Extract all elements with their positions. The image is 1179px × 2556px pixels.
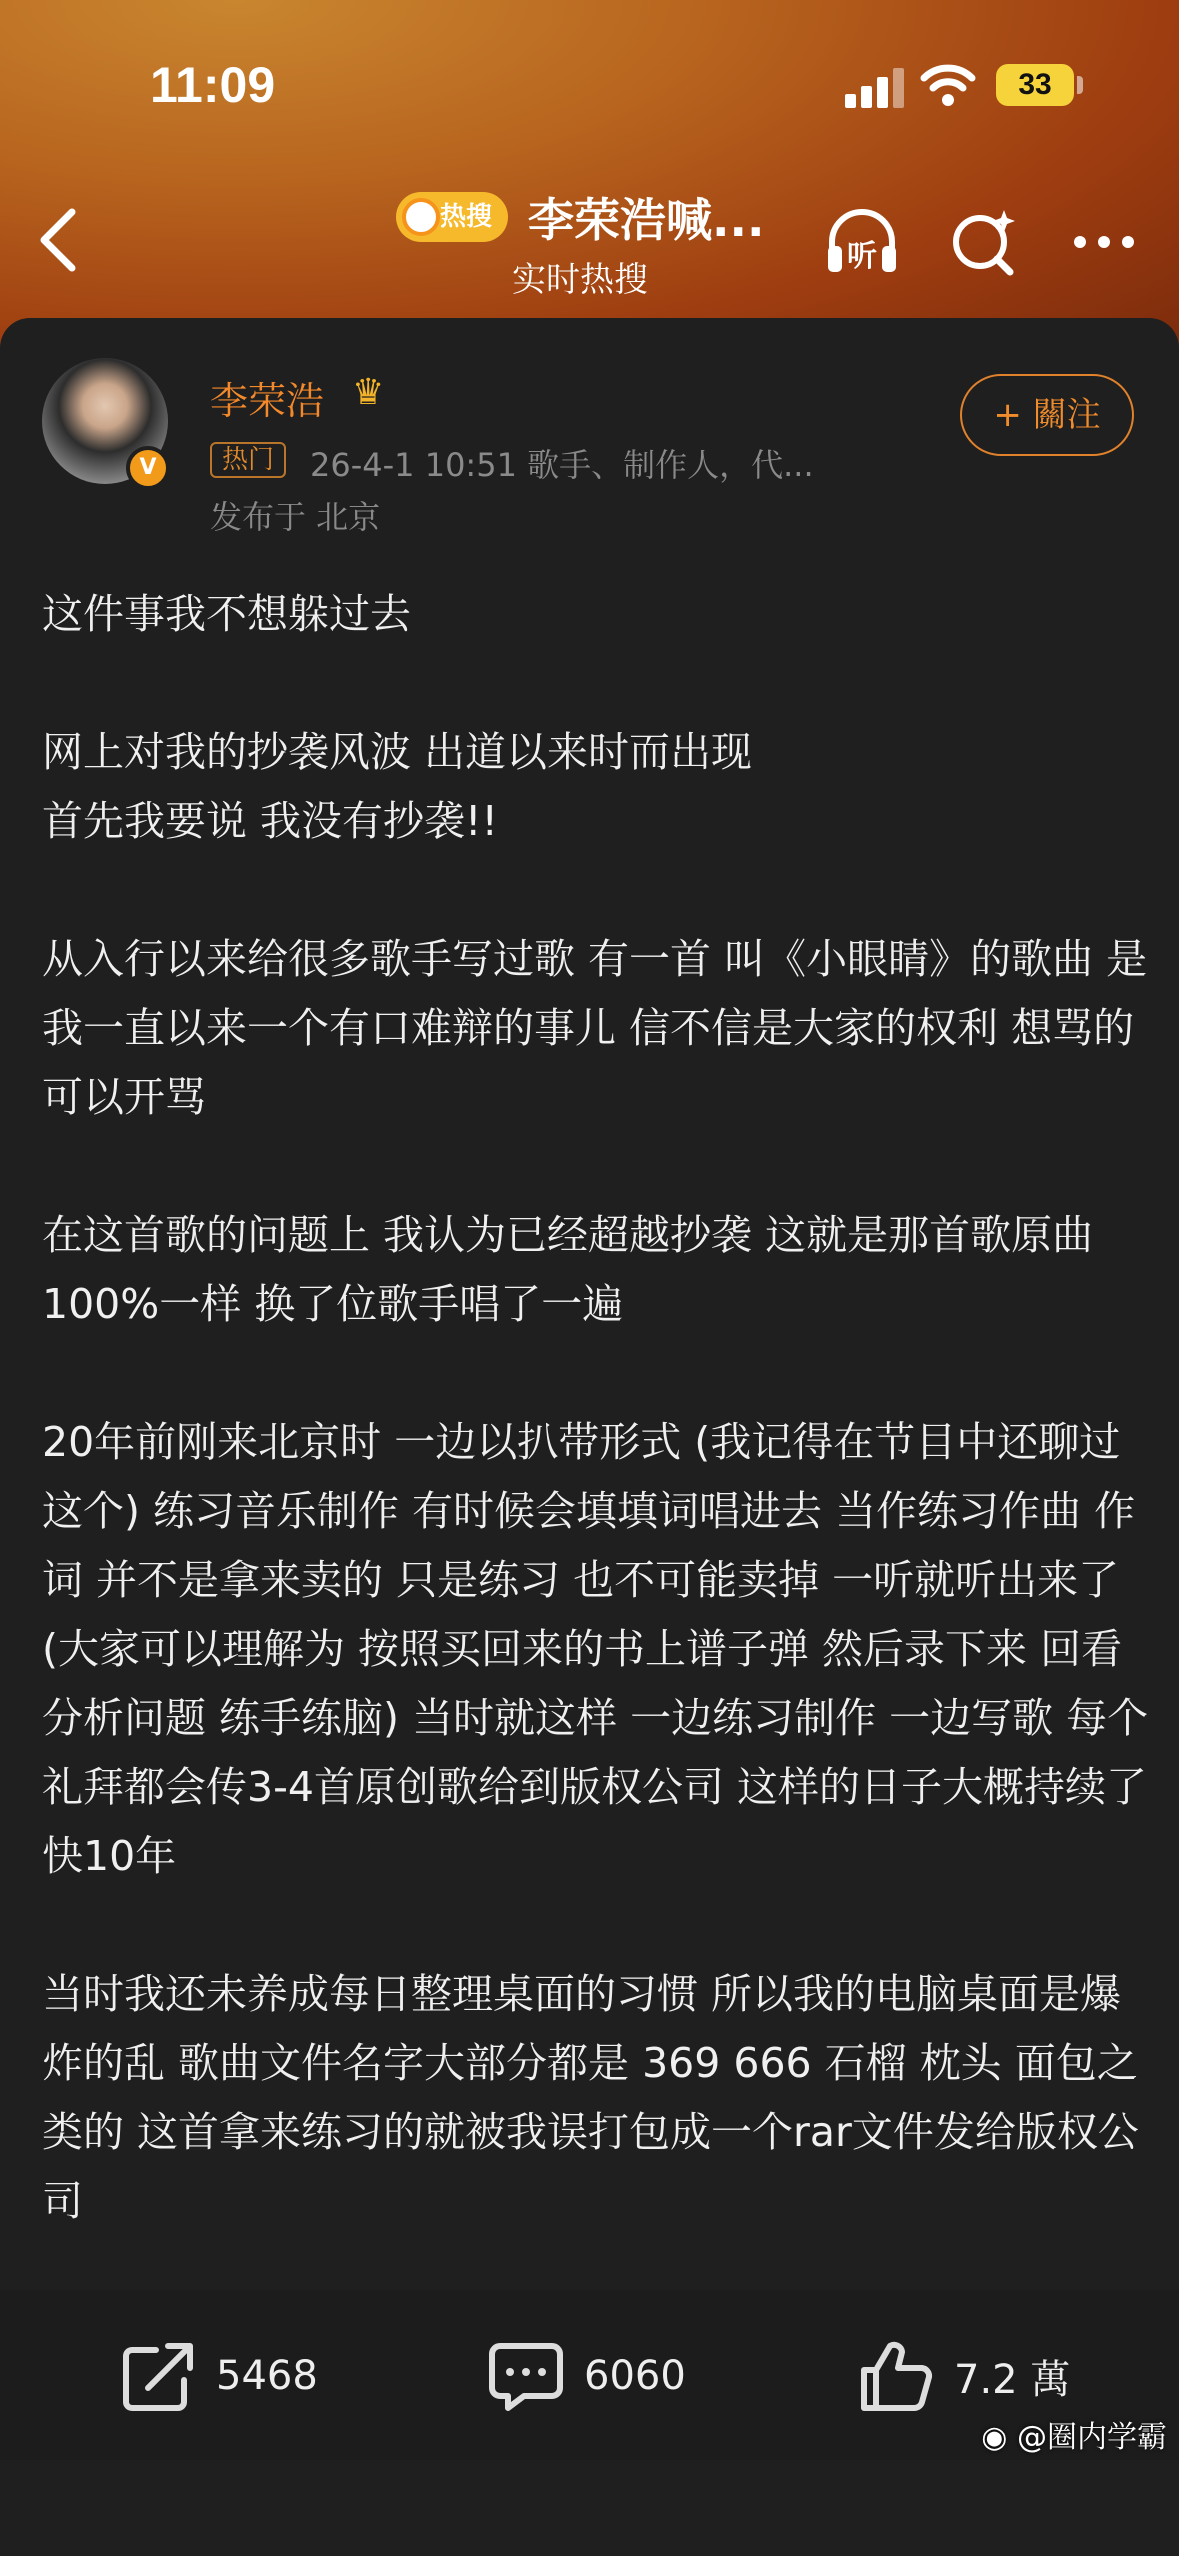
- action-bar: [0, 2290, 1179, 2460]
- crown-icon: ♛: [352, 372, 385, 413]
- post-paragraph: 在这首歌的问题上 我认为已经超越抄袭 这就是那首歌原曲 100%一样 换了位歌手唱了一遍: [42, 1211, 1107, 1328]
- post-body: [42, 580, 1152, 2305]
- more-icon[interactable]: [1064, 202, 1144, 282]
- follow-button[interactable]: + 關注: [960, 374, 1134, 456]
- listen-label: 听: [847, 239, 877, 274]
- post-paragraph: 当时我还未养成每日整理桌面的习惯 所以我的电脑桌面是爆炸的乱 歌曲文件名字大部分都是 369 666 石榴 枕头 面包之类的 这首拿来练习的就被我误打包成一个rar文件发给版权公司: [42, 1970, 1139, 2225]
- status-time: 11:09: [150, 57, 276, 113]
- wifi-icon: [920, 62, 976, 108]
- like-button[interactable]: [856, 2336, 1070, 2416]
- comment-icon: [486, 2336, 566, 2416]
- username[interactable]: 李荣浩: [210, 379, 325, 423]
- repost-button[interactable]: [118, 2336, 318, 2416]
- battery-cap: [1077, 76, 1083, 94]
- post-card: [0, 318, 1179, 2556]
- search-icon: [402, 198, 440, 236]
- repost-icon: [118, 2336, 198, 2416]
- watermark: [981, 2412, 1167, 2456]
- hot-search-badge: [396, 192, 508, 242]
- like-icon: [856, 2336, 936, 2416]
- hot-tag: 热门: [210, 442, 286, 478]
- repost-count: 5468: [216, 2353, 318, 2399]
- post-location: 发布于 北京: [210, 498, 381, 536]
- nav-bar: [0, 170, 1179, 320]
- hot-badge-label: 热搜: [440, 202, 493, 232]
- watermark-text: @圈内学霸: [1017, 2420, 1167, 2455]
- comment-count: 6060: [584, 2353, 686, 2399]
- post-meta: 26-4-1 10:51 歌手、制作人，代...: [310, 446, 814, 484]
- post-paragraph: 网上对我的抄袭风波 出道以来时而出现 首先我要说 我没有抄袭!!: [42, 728, 753, 845]
- post-paragraph: 这件事我不想躲过去: [42, 590, 411, 638]
- like-count: 7.2 萬: [954, 2356, 1071, 2403]
- ai-search-icon[interactable]: [944, 202, 1024, 282]
- verified-badge-icon: V: [126, 446, 170, 490]
- comment-button[interactable]: [486, 2336, 686, 2416]
- status-bar: [0, 0, 1179, 170]
- page-subtitle: 实时热搜: [512, 260, 648, 300]
- back-arrow-icon[interactable]: [30, 200, 90, 280]
- battery-indicator: 33: [996, 64, 1074, 106]
- page-title[interactable]: 李荣浩喊...: [528, 193, 765, 247]
- post-paragraph: 从入行以来给很多歌手写过歌 有一首 叫《小眼睛》的歌曲 是我一直以来一个有口难辩的事儿 信不信是大家的权利 想骂的可以开骂: [42, 935, 1148, 1121]
- post-paragraph: 20年前刚来北京时 一边以扒带形式 (我记得在节目中还聊过这个) 练习音乐制作 有时候会填填词唱进去 当作练习作曲 作词 并不是拿来卖的 只是练习 也不可能卖掉 一听就听出来了 (大家可以理解为 按照买回来的书上谱子弹 然后录下来 回看分析问题 练手练脑) 当时就这样 一边练习制作 一边写歌 每个礼拜都会传3-4首原创歌给到版权公司 这样的日子大概持续了快10年: [42, 1418, 1149, 1880]
- cellular-signal-icon: [845, 68, 907, 108]
- headphones-icon[interactable]: [822, 202, 902, 282]
- weibo-icon: ◉: [981, 2420, 1008, 2455]
